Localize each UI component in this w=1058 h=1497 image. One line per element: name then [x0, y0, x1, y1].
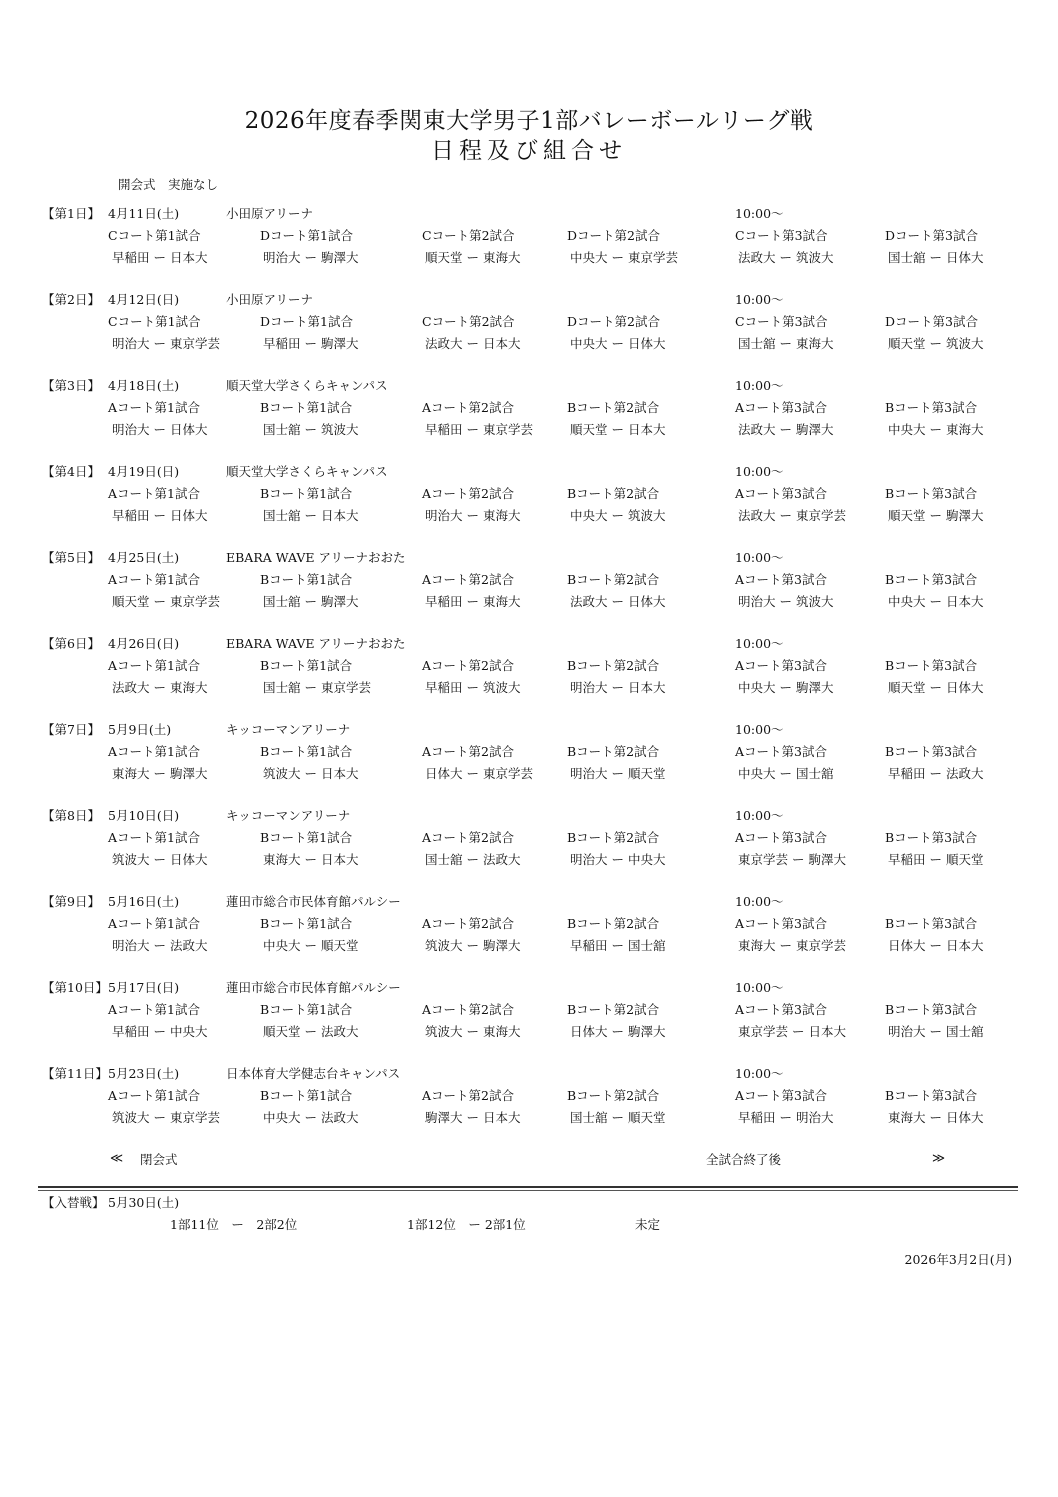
- match-pairing: 法政大 ー 東京学芸: [738, 508, 846, 523]
- court-label: Aコート第1試合: [108, 916, 200, 931]
- court-label: Aコート第3試合: [735, 400, 827, 415]
- court-label: Bコート第2試合: [567, 1002, 660, 1017]
- day-start-time: 10:00～: [735, 292, 784, 307]
- match-pairing: 早稲田 ー 法政大: [888, 766, 984, 781]
- court-label: Aコート第2試合: [422, 830, 514, 845]
- court-label: Cコート第3試合: [735, 314, 828, 329]
- match-pairing: 東海大 ー 日体大: [888, 1110, 984, 1125]
- match-pairing: 中央大 ー 国士舘: [738, 766, 834, 781]
- court-label: Aコート第2試合: [422, 400, 514, 415]
- court-label: Cコート第2試合: [422, 228, 515, 243]
- court-label: Dコート第3試合: [885, 228, 978, 243]
- court-label: Bコート第1試合: [260, 1088, 353, 1103]
- court-label: Aコート第1試合: [108, 658, 200, 673]
- day-label: 【第11日】: [42, 1066, 108, 1081]
- match-pairing: 駒澤大 ー 日本大: [425, 1110, 521, 1125]
- court-label: Aコート第3試合: [735, 486, 827, 501]
- match-pairing: 早稲田 ー 駒澤大: [263, 336, 359, 351]
- court-label: Bコート第3試合: [885, 486, 978, 501]
- court-label: Bコート第1試合: [260, 1002, 353, 1017]
- court-label: Bコート第1試合: [260, 830, 353, 845]
- court-label: Aコート第3試合: [735, 744, 827, 759]
- match-pairing: 明治大 ー 駒澤大: [263, 250, 359, 265]
- match-pairing: 東海大 ー 東京学芸: [738, 938, 846, 953]
- day-start-time: 10:00～: [735, 550, 784, 565]
- court-label: Aコート第1試合: [108, 744, 200, 759]
- match-pairing: 明治大 ー 東海大: [425, 508, 521, 523]
- page-title-line1: 2026年度春季関東大学男子1部バレーボールリーグ戦: [244, 108, 814, 134]
- court-label: Bコート第1試合: [260, 658, 353, 673]
- court-label: Bコート第2試合: [567, 916, 660, 931]
- day-date: 4月12日(日): [108, 292, 180, 307]
- day-block: [0, 548, 1058, 628]
- day-venue: 小田原アリーナ: [226, 206, 314, 221]
- match-pairing: 早稲田 ー 日本大: [112, 250, 208, 265]
- match-pairing: 中央大 ー 駒澤大: [738, 680, 834, 695]
- day-start-time: 10:00～: [735, 464, 784, 479]
- day-block: [0, 290, 1058, 370]
- match-pairing: 筑波大 ー 東京学芸: [112, 1110, 220, 1125]
- match-pairing: 法政大 ー 東海大: [112, 680, 208, 695]
- day-start-time: 10:00～: [735, 894, 784, 909]
- match-pairing: 筑波大 ー 駒澤大: [425, 938, 521, 953]
- match-pairing: 早稲田 ー 国士舘: [570, 938, 666, 953]
- day-date: 4月11日(土): [108, 206, 180, 221]
- day-date: 4月26日(日): [108, 636, 180, 651]
- match-pairing: 早稲田 ー 中央大: [112, 1024, 208, 1039]
- court-label: Bコート第2試合: [567, 486, 660, 501]
- match-pairing: 明治大 ー 国士舘: [888, 1024, 984, 1039]
- match-pairing: 明治大 ー 東京学芸: [112, 336, 220, 351]
- day-venue: 蓮田市総合市民体育館パルシー: [226, 894, 401, 909]
- day-label: 【第3日】: [42, 378, 100, 393]
- court-label: Bコート第3試合: [885, 1002, 978, 1017]
- match-pairing: 日体大 ー 駒澤大: [570, 1024, 666, 1039]
- day-venue: 順天堂大学さくらキャンパス: [226, 464, 388, 479]
- match-pairing: 明治大 ー 中央大: [570, 852, 666, 867]
- court-label: Bコート第1試合: [260, 486, 353, 501]
- match-pairing: 明治大 ー 日体大: [112, 422, 208, 437]
- day-block: [0, 806, 1058, 886]
- match-pairing: 早稲田 ー 明治大: [738, 1110, 834, 1125]
- court-label: Aコート第2試合: [422, 658, 514, 673]
- day-label: 【第9日】: [42, 894, 100, 909]
- day-venue: 小田原アリーナ: [226, 292, 314, 307]
- court-label: Bコート第2試合: [567, 830, 660, 845]
- court-label: Bコート第1試合: [260, 572, 353, 587]
- day-date: 4月18日(土): [108, 378, 180, 393]
- match-pairing: 順天堂 ー 東海大: [425, 250, 521, 265]
- court-label: Bコート第3試合: [885, 916, 978, 931]
- court-label: Dコート第3試合: [885, 314, 978, 329]
- day-block: [0, 1064, 1058, 1144]
- divider-thin: [38, 1190, 1018, 1191]
- court-label: Aコート第1試合: [108, 830, 200, 845]
- court-label: Cコート第3試合: [735, 228, 828, 243]
- day-date: 5月10日(日): [108, 808, 180, 823]
- match-pairing: 国士舘 ー 日体大: [888, 250, 984, 265]
- match-pairing: 早稲田 ー 日体大: [112, 508, 208, 523]
- day-start-time: 10:00～: [735, 636, 784, 651]
- court-label: Aコート第2試合: [422, 486, 514, 501]
- match-pairing: 国士舘 ー 駒澤大: [263, 594, 359, 609]
- match-pairing: 明治大 ー 法政大: [112, 938, 208, 953]
- promotion-label: 【入替戦】: [42, 1195, 105, 1210]
- court-label: Aコート第3試合: [735, 572, 827, 587]
- court-label: Cコート第2試合: [422, 314, 515, 329]
- court-label: Aコート第2試合: [422, 916, 514, 931]
- court-label: Aコート第2試合: [422, 1002, 514, 1017]
- match-pairing: 早稲田 ー 筑波大: [425, 680, 521, 695]
- match-pairing: 順天堂 ー 日体大: [888, 680, 984, 695]
- match-pairing: 東海大 ー 駒澤大: [112, 766, 208, 781]
- match-pairing: 国士舘 ー 法政大: [425, 852, 521, 867]
- court-label: Aコート第2試合: [422, 572, 514, 587]
- match-pairing: 国士舘 ー 順天堂: [570, 1110, 666, 1125]
- court-label: Aコート第1試合: [108, 572, 200, 587]
- opening-ceremony-note: 開会式 実施なし: [118, 177, 219, 192]
- court-label: Bコート第3試合: [885, 1088, 978, 1103]
- match-pairing: 東京学芸 ー 駒澤大: [738, 852, 846, 867]
- promotion-status: 未定: [635, 1217, 661, 1232]
- day-date: 4月25日(土): [108, 550, 180, 565]
- match-pairing: 法政大 ー 筑波大: [738, 250, 834, 265]
- court-label: Bコート第2試合: [567, 744, 660, 759]
- court-label: Aコート第1試合: [108, 1002, 200, 1017]
- match-pairing: 順天堂 ー 法政大: [263, 1024, 359, 1039]
- day-block: [0, 892, 1058, 972]
- day-label: 【第5日】: [42, 550, 100, 565]
- day-date: 5月9日(土): [108, 722, 172, 737]
- match-pairing: 中央大 ー 日本大: [888, 594, 984, 609]
- closing-ceremony-timing: 全試合終了後: [706, 1152, 782, 1167]
- day-block: [0, 720, 1058, 800]
- day-start-time: 10:00～: [735, 378, 784, 393]
- match-pairing: 国士舘 ー 東京学芸: [263, 680, 371, 695]
- day-venue: EBARA WAVE アリーナおおた: [226, 550, 406, 565]
- court-label: Dコート第1試合: [260, 314, 353, 329]
- day-venue: 順天堂大学さくらキャンパス: [226, 378, 388, 393]
- court-label: Aコート第3試合: [735, 916, 827, 931]
- day-block: [0, 376, 1058, 456]
- day-label: 【第6日】: [42, 636, 100, 651]
- match-pairing: 中央大 ー 順天堂: [263, 938, 359, 953]
- court-label: Aコート第1試合: [108, 1088, 200, 1103]
- match-pairing: 順天堂 ー 駒澤大: [888, 508, 984, 523]
- court-label: Aコート第3試合: [735, 830, 827, 845]
- day-label: 【第7日】: [42, 722, 100, 737]
- court-label: Cコート第1試合: [108, 314, 201, 329]
- match-pairing: 東京学芸 ー 日本大: [738, 1024, 846, 1039]
- day-block: [0, 204, 1058, 284]
- divider-thick: [38, 1186, 1018, 1188]
- day-start-time: 10:00～: [735, 1066, 784, 1081]
- match-pairing: 国士舘 ー 東海大: [738, 336, 834, 351]
- promotion-match-1: 1部11位 ー 2部2位: [170, 1217, 298, 1232]
- match-pairing: 明治大 ー 日本大: [570, 680, 666, 695]
- court-label: Bコート第1試合: [260, 744, 353, 759]
- match-pairing: 東海大 ー 日本大: [263, 852, 359, 867]
- day-start-time: 10:00～: [735, 808, 784, 823]
- match-pairing: 早稲田 ー 順天堂: [888, 852, 984, 867]
- court-label: Aコート第3試合: [735, 1088, 827, 1103]
- day-start-time: 10:00～: [735, 722, 784, 737]
- page-title-line2: 日程及び組合せ: [431, 138, 627, 164]
- match-pairing: 中央大 ー 法政大: [263, 1110, 359, 1125]
- court-label: Bコート第3試合: [885, 830, 978, 845]
- court-label: Bコート第3試合: [885, 744, 978, 759]
- day-venue: キッコーマンアリーナ: [226, 808, 351, 823]
- court-label: Dコート第2試合: [567, 314, 660, 329]
- closing-open-bracket: ≪: [110, 1150, 124, 1165]
- match-pairing: 筑波大 ー 日体大: [112, 852, 208, 867]
- day-label: 【第4日】: [42, 464, 100, 479]
- day-label: 【第2日】: [42, 292, 100, 307]
- match-pairing: 筑波大 ー 東海大: [425, 1024, 521, 1039]
- day-block: [0, 634, 1058, 714]
- closing-close-bracket: ≫: [932, 1150, 946, 1165]
- match-pairing: 日体大 ー 東京学芸: [425, 766, 533, 781]
- match-pairing: 順天堂 ー 日本大: [570, 422, 666, 437]
- court-label: Dコート第1試合: [260, 228, 353, 243]
- court-label: Bコート第1試合: [260, 400, 353, 415]
- day-block: [0, 462, 1058, 542]
- court-label: Bコート第1試合: [260, 916, 353, 931]
- match-pairing: 中央大 ー 筑波大: [570, 508, 666, 523]
- closing-ceremony-label: 閉会式: [140, 1152, 178, 1167]
- court-label: Aコート第3試合: [735, 1002, 827, 1017]
- court-label: Aコート第2試合: [422, 744, 514, 759]
- day-block: [0, 978, 1058, 1058]
- match-pairing: 早稲田 ー 東海大: [425, 594, 521, 609]
- court-label: Aコート第1試合: [108, 486, 200, 501]
- match-pairing: 明治大 ー 筑波大: [738, 594, 834, 609]
- match-pairing: 法政大 ー 日体大: [570, 594, 666, 609]
- promotion-date: 5月30日(土): [108, 1195, 180, 1210]
- match-pairing: 中央大 ー 日体大: [570, 336, 666, 351]
- day-start-time: 10:00～: [735, 980, 784, 995]
- day-venue: キッコーマンアリーナ: [226, 722, 351, 737]
- match-pairing: 順天堂 ー 筑波大: [888, 336, 984, 351]
- court-label: Bコート第3試合: [885, 658, 978, 673]
- match-pairing: 国士舘 ー 筑波大: [263, 422, 359, 437]
- day-label: 【第8日】: [42, 808, 100, 823]
- footer-date: 2026年3月2日(月): [904, 1252, 1012, 1267]
- court-label: Dコート第2試合: [567, 228, 660, 243]
- court-label: Aコート第2試合: [422, 1088, 514, 1103]
- court-label: Aコート第1試合: [108, 400, 200, 415]
- day-date: 5月17日(日): [108, 980, 180, 995]
- day-venue: EBARA WAVE アリーナおおた: [226, 636, 406, 651]
- match-pairing: 法政大 ー 駒澤大: [738, 422, 834, 437]
- court-label: Bコート第2試合: [567, 400, 660, 415]
- court-label: Bコート第3試合: [885, 400, 978, 415]
- match-pairing: 中央大 ー 東海大: [888, 422, 984, 437]
- day-date: 5月16日(土): [108, 894, 180, 909]
- match-pairing: 筑波大 ー 日本大: [263, 766, 359, 781]
- court-label: Bコート第3試合: [885, 572, 978, 587]
- match-pairing: 日体大 ー 日本大: [888, 938, 984, 953]
- court-label: Bコート第2試合: [567, 1088, 660, 1103]
- day-label: 【第10日】: [42, 980, 108, 995]
- day-label: 【第1日】: [42, 206, 100, 221]
- match-pairing: 中央大 ー 東京学芸: [570, 250, 678, 265]
- match-pairing: 明治大 ー 順天堂: [570, 766, 666, 781]
- day-venue: 蓮田市総合市民体育館パルシー: [226, 980, 401, 995]
- match-pairing: 国士舘 ー 日本大: [263, 508, 359, 523]
- court-label: Bコート第2試合: [567, 658, 660, 673]
- day-start-time: 10:00～: [735, 206, 784, 221]
- court-label: Bコート第2試合: [567, 572, 660, 587]
- promotion-match-2: 1部12位 ー 2部1位: [407, 1217, 526, 1232]
- day-date: 4月19日(日): [108, 464, 180, 479]
- court-label: Cコート第1試合: [108, 228, 201, 243]
- match-pairing: 法政大 ー 日本大: [425, 336, 521, 351]
- match-pairing: 早稲田 ー 東京学芸: [425, 422, 533, 437]
- match-pairing: 順天堂 ー 東京学芸: [112, 594, 220, 609]
- day-venue: 日本体育大学健志台キャンパス: [226, 1066, 401, 1081]
- day-date: 5月23日(土): [108, 1066, 180, 1081]
- court-label: Aコート第3試合: [735, 658, 827, 673]
